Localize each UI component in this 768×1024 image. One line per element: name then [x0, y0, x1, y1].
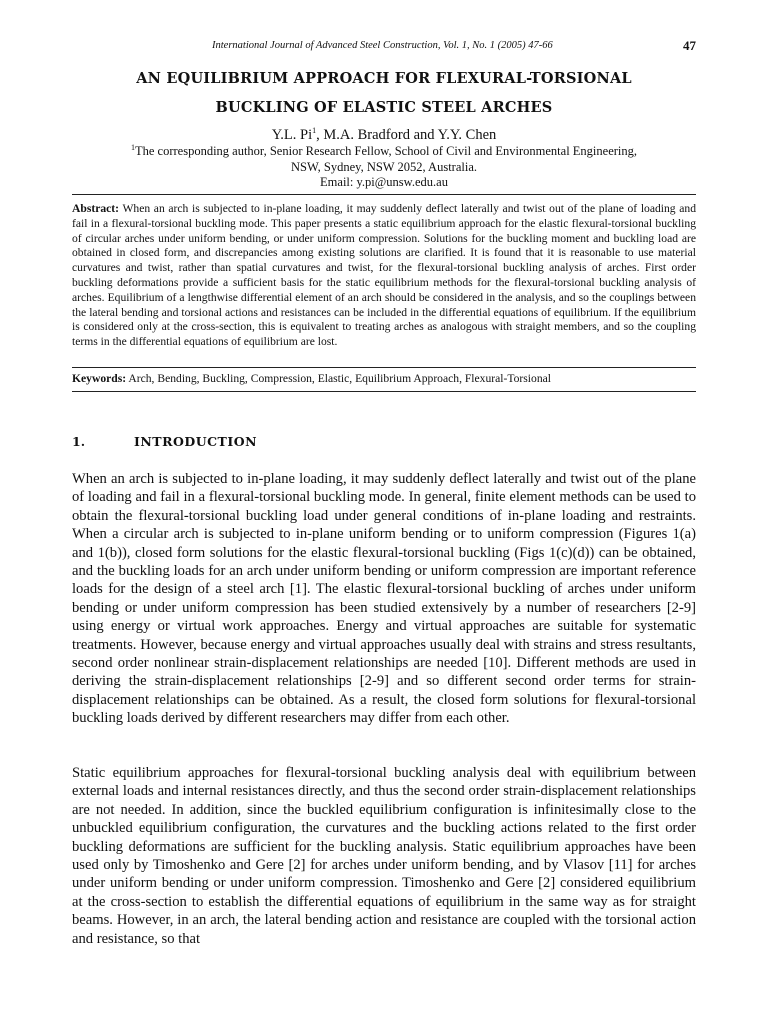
- keywords: [72, 372, 696, 385]
- abstract-box: [72, 194, 696, 392]
- keywords-list: Arch, Bending, Buckling, Compression, Elastic, Equilibrium Approach, Flexural-Torsional: [126, 372, 551, 385]
- keywords-divider: [72, 367, 696, 368]
- paper-title-line-2: BUCKLING OF ELASTIC STEEL ARCHES: [215, 99, 553, 116]
- affiliation-superscript: 1: [130, 142, 135, 152]
- abstract: [72, 202, 696, 350]
- author-superscript: 1: [312, 126, 317, 136]
- section-number: 1.: [72, 434, 86, 449]
- keywords-label: Keywords:: [72, 372, 127, 385]
- running-header: [72, 40, 696, 56]
- abstract-body: When an arch is subjected to in-plane loading, it may suddenly deflect laterally and twist out of the plane of loading and fail in a flexural-torsional buckling mode. This paper presents a static equilibrium approach for the elastic flexural-torsional buckling of circular arches under uniform bending, or under uniform compression. Solutions for the buckling moment and buckling load are obtained in closed form, and discrepancies among existing solutions are clarified. It is found that it is reasonable to use material curvatures and twist, rather than spatial curvatures and twist, for the flexural-torsional buckling analysis of arches. First order buckling deformations provide a sufficient basis for the static equilibrium methods for the flexural-torsional buckling analysis of arches. Equilibrium of a lengthwise differential element of an arch should be considered in the analysis, and so the couplings between the lateral bending and torsional actions and resistances can be included in the differential equations of equilibrium. If the equilibrium is considered only at the cross-section, this is equivalent to treating arches as analogous with straight members, and so the coupling terms in the differential equations of equilibrium are lost.: [72, 202, 696, 349]
- affiliation-text: The corresponding author, Senior Research Fellow, School of Civil and Environmental Engineering,: [134, 144, 638, 158]
- section-title: INTRODUCTION: [134, 434, 258, 449]
- author-first: Y.L. Pi: [271, 127, 313, 143]
- author-list: [72, 127, 696, 144]
- body-paragraph: When an arch is subjected to in-plane loading, it may suddenly deflect laterally and twist out of the plane of loading and fail in a flexural-torsional buckling mode. In general, finite element methods can be used to obtain the flexural-torsional buckling load under general conditions of in-plane loading and restraints. When a circular arch is subjected to in-plane uniform bending or to uniform compression (Figures 1(a) and 1(b)), closed form solutions for the elastic flexural-torsional buckling (Figs 1(c)(d)) can be obtained, and the buckling loads for an arch under uniform bending or uniform compression are important reference loads for the design of a steel arch [1]. The elastic flexural-torsional buckling of arches under uniform bending or under uniform compression has been studied extensively by a number of researchers [2-9] using energy or virtual work approaches. Energy and virtual approaches are suitable for systematic treatments. However, because energy and virtual approaches usually deal with strains and stress resultants, second order nonlinear strain-displacement relationships are needed [10]. Different methods are used in deriving the strain-displacement relationships [2-9] and so different second order terms for strain-displacement relationships can be obtained. As a result, the closed form solutions for flexural-torsional buckling loads derived by different researchers may differ from each other.: [72, 471, 696, 727]
- paper-title-line-1: AN EQUILIBRIUM APPROACH FOR FLEXURAL-TORSIONAL: [136, 70, 632, 87]
- abstract-label: Abstract:: [72, 202, 120, 215]
- author-email: Email: y.pi@unsw.edu.au: [320, 175, 448, 189]
- journal-citation: International Journal of Advanced Steel Construction, Vol. 1, No. 1 (2005) 47-66: [212, 40, 553, 51]
- body-paragraph: Static equilibrium approaches for flexural-torsional buckling analysis deal with equilibrium between external loads and internal resistances directly, and thus the second order strain-displacement relationships are not needed. In addition, since the buckled equilibrium configuration is infinitesimally close to the unbuckled equilibrium configuration, the curvatures and the buckling actions related to the first order buckling deformations are sufficient for the buckling analysis. Static equilibrium approaches have been used only by Timoshenko and Gere [2] for arches under uniform bending, and by Vlasov [11] for arches under uniform bending or under uniform compression. Timoshenko and Gere [2] considered equilibrium at the cross-section to establish the differential equations of equilibrium in the same way as for straight beams. However, in an arch, the lateral bending action and resistance are coupled with the torsional action and resistance, so that: [72, 765, 696, 947]
- section-heading: [72, 434, 257, 449]
- affiliation-line-1: [72, 144, 696, 159]
- page-number: 47: [683, 38, 696, 53]
- affiliation-line-2: NSW, Sydney, NSW 2052, Australia.: [291, 160, 477, 174]
- author-rest: , M.A. Bradford and Y.Y. Chen: [316, 127, 497, 143]
